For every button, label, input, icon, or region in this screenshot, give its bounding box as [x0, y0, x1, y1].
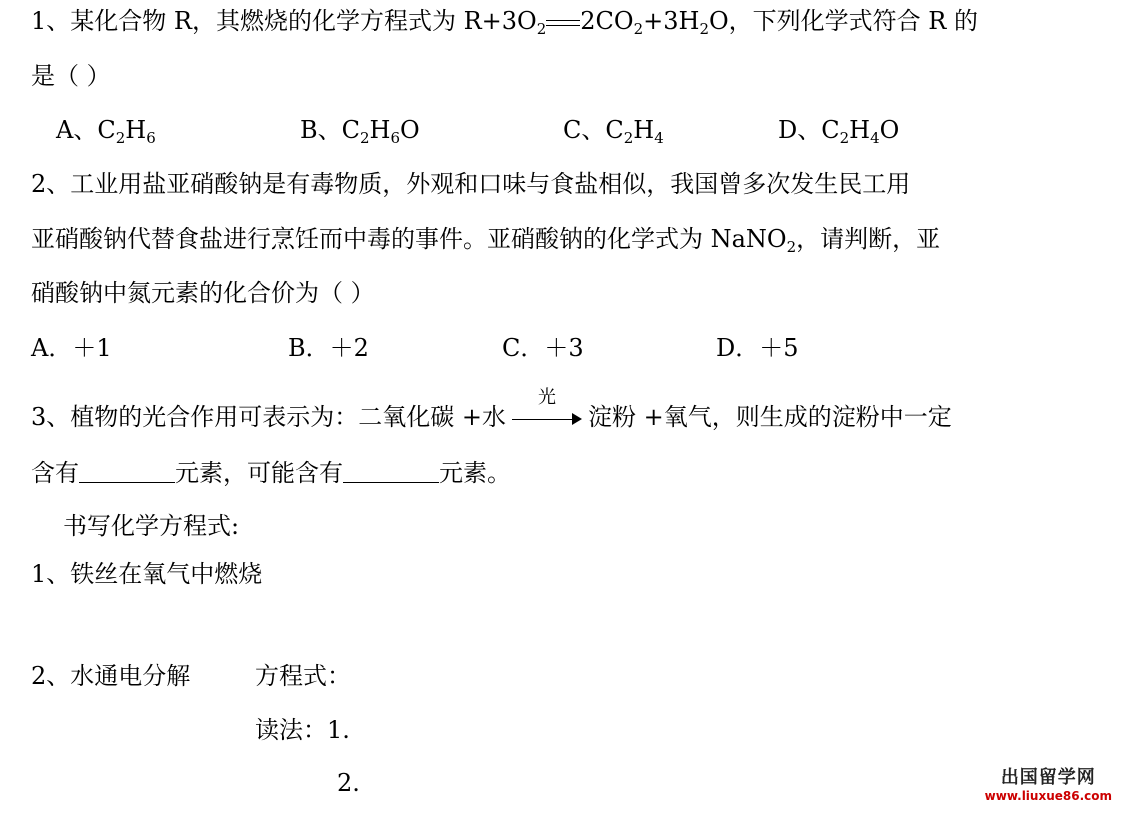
- q1-text-d: O，下列化学式符合 R 的: [709, 7, 979, 35]
- q3-line2: [31, 461, 511, 485]
- opt-sub: 4: [870, 129, 880, 147]
- q2-option-c: C．＋3: [502, 334, 584, 362]
- opt-sub: 2: [360, 129, 370, 147]
- q1-text-b: 2CO: [580, 7, 634, 35]
- opt-end: O: [400, 116, 420, 144]
- q1-text-c: +3H: [643, 7, 700, 35]
- opt-mid: H: [369, 116, 391, 144]
- section-heading: 书写化学方程式:: [63, 512, 240, 540]
- q2-option-d: D．＋5: [716, 334, 799, 362]
- watermark-url: www.liuxue86.com: [984, 789, 1112, 803]
- reading-2: 2.: [337, 769, 360, 797]
- section-item-1: 1、铁丝在氧气中燃烧: [31, 560, 263, 588]
- blank-line: [79, 462, 175, 483]
- opt-sub: 2: [115, 129, 126, 147]
- equals-sign-icon: [546, 13, 580, 33]
- opt-end: O: [879, 116, 900, 144]
- q2-text-b: ，请判断，亚: [796, 225, 941, 253]
- q1-option-d: [778, 116, 900, 147]
- section-item-2: 2、水通电分解: [31, 662, 191, 690]
- q1-sub-2: 2: [633, 20, 644, 38]
- equation-label: 方程式：: [255, 662, 351, 690]
- q2-line2: [31, 225, 941, 256]
- q3-text-d: 元素，可能含有: [175, 459, 343, 487]
- q1-sub-3: 2: [699, 20, 709, 38]
- opt-sub: 4: [654, 129, 664, 147]
- q2-option-a: A．＋1: [31, 334, 112, 362]
- opt-sub: 6: [146, 129, 156, 147]
- reading-label: 读法：1.: [255, 716, 350, 744]
- q1-line1: [31, 7, 979, 38]
- q1-text-a: 1、某化合物 R，其燃烧的化学方程式为 R+3O: [31, 7, 537, 35]
- q1-option-c: [563, 116, 664, 147]
- q3-text-a: 3、植物的光合作用可表示为：二氧化碳 +水: [31, 403, 507, 431]
- opt-mid: H: [125, 116, 147, 144]
- watermark-logo: [985, 763, 1112, 803]
- opt-label: B、C: [300, 116, 360, 144]
- q2-option-b: B．＋2: [288, 334, 369, 362]
- opt-mid: H: [849, 116, 871, 144]
- q2-text-a: 亚硝酸钠代替食盐进行烹饪而中毒的事件。亚硝酸钠的化学式为 NaNO: [31, 225, 787, 253]
- watermark-title: 出国留学网: [1000, 767, 1096, 788]
- blank-line: [343, 462, 439, 483]
- q1-sub-1: 2: [536, 20, 547, 38]
- q2-line3: 硝酸钠中氮元素的化合价为（ ）: [31, 279, 375, 307]
- opt-sub: 2: [839, 129, 850, 147]
- opt-sub: 2: [623, 129, 634, 147]
- q3-text-e: 元素。: [439, 459, 511, 487]
- q3-line1: [31, 386, 952, 431]
- arrow-condition: 光: [538, 386, 557, 408]
- opt-label: A、C: [56, 116, 116, 144]
- q1-option-b: [300, 116, 420, 147]
- q1-line2: 是（ ）: [31, 62, 111, 90]
- opt-label: D、C: [778, 116, 840, 144]
- reaction-arrow-icon: [512, 386, 582, 431]
- q2-line1: 2、工业用盐亚硝酸钠是有毒物质，外观和口味与食盐相似，我国曾多次发生民工用: [31, 170, 911, 198]
- opt-label: C、C: [563, 116, 624, 144]
- q2-sub: 2: [786, 238, 797, 256]
- opt-sub: 6: [390, 129, 401, 147]
- q3-text-b: 淀粉 +氧气，则生成的淀粉中一定: [588, 403, 952, 431]
- q3-text-c: 含有: [31, 459, 79, 487]
- opt-mid: H: [633, 116, 655, 144]
- q1-option-a: [56, 116, 156, 147]
